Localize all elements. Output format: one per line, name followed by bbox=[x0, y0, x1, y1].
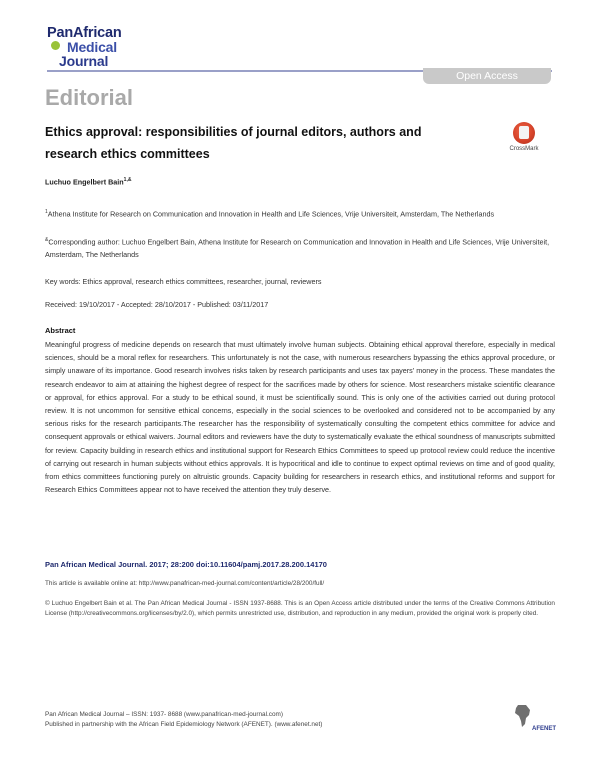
affiliation-text: Athena Institute for Research on Communication and Innovation in Health and Life Sciences, Vrije Universiteit, Amsterdam, The Netherlands bbox=[47, 209, 495, 219]
logo-line-2: Medical bbox=[67, 39, 117, 55]
afenet-logo bbox=[510, 704, 556, 732]
affiliation bbox=[45, 206, 555, 220]
footer-line-1: Pan African Medical Journal – ISSN: 1937- 8688 (www.panafrican-med-journal.com) bbox=[45, 711, 283, 718]
crossmark-icon bbox=[513, 122, 535, 144]
availability-link[interactable]: This article is available online at: http://www.panafrican-med-journal.com/content/article/28/200/full/ bbox=[45, 580, 325, 587]
open-access-badge: Open Access bbox=[423, 68, 551, 84]
logo-line-3: Journal bbox=[59, 53, 109, 69]
journal-logo bbox=[47, 26, 157, 68]
affiliation-sup: 1 bbox=[45, 209, 48, 215]
logo-dot-icon bbox=[51, 41, 60, 50]
footer-line-2: Published in partnership with the African Field Epidemiology Network (AFENET). (www.afenet.net) bbox=[45, 721, 323, 728]
article-dates: Received: 19/10/2017 - Accepted: 28/10/2017 - Published: 03/11/2017 bbox=[45, 300, 269, 309]
crossmark-badge[interactable] bbox=[509, 122, 539, 152]
keywords: Key words: Ethics approval, research ethics committees, researcher, journal, reviewers bbox=[45, 277, 322, 286]
corresponding-sup: & bbox=[45, 237, 49, 243]
article-title: Ethics approval: responsibilities of journal editors, authors and research ethics committees bbox=[45, 125, 422, 161]
crossmark-label: CrossMark bbox=[509, 146, 539, 152]
abstract-body: Meaningful progress of medicine depends on research that must ultimately involve human subjects. Obtaining ethical approval therefore, especially in medical sciences, should be a moral reflex for researchers. This unfortunately is not the case, with numerous researchers bypassing the ethics approval procedure, or simply unaware of its importance. Good research involves risks taken by research participants and uses tax payers' money in the process. These mandates the research endeavor to aim at attaining the highest degree of respect for the sacrifices made by others for science. Most researchers mistake scientific clearance or approval, for ethics approval. For a study to be ethical sound, it must be scientifically sound. This is only one of the activities carried out during protocol review. It is not uncommon for sensitive ethical concerns, especially in the social sciences to be overlooked and considered not to be accompanied by any serious risks for the research participants.The researcher has the responsibility of systematically consulting the competent ethics committee for advice and consequent approvals or ethical waivers. Journal editors and reviewers have the duty to systematically evaluate the ethical soundness of manuscripts submitted for review. Capacity building in research ethics and institutional support for Research Ethics Committees to speed up protocol review could reduce the incentive of carrying out research in human subjects without ethics approvals. It is hypocritical and idle to continue to expect optimal reviews on time and of good quality, from ethics committees functioning purely on altruistic grounds. Capacity building for researchers in research ethics, and institutional reforms and support for Research Ethics Committees appear not to have received the attention they truly deserve. bbox=[45, 340, 555, 495]
license-text: © Luchuo Engelbert Bain et al. The Pan African Medical Journal - ISSN 1937-8688. This is an Open Access article distributed under the terms of the Creative Commons Attribution License (http://creativecommons.org/licenses/by/2.0), which permits unrestricted use, distribution, and reproduction in any medium, provided the original work is properly cited. bbox=[45, 600, 555, 617]
citation: Pan African Medical Journal. 2017; 28:200 doi:10.11604/pamj.2017.28.200.14170 bbox=[45, 560, 327, 569]
corresponding-author bbox=[45, 234, 555, 261]
author-line bbox=[45, 177, 131, 186]
author-name: Luchuo Engelbert Bain bbox=[45, 177, 124, 187]
abstract-heading: Abstract bbox=[45, 326, 76, 335]
section-label: Editorial bbox=[45, 85, 134, 110]
author-sup: 1,& bbox=[123, 177, 132, 183]
corresponding-text: Corresponding author: Luchuo Engelbert Bain, Athena Institute for Research on Communication and Innovation in Health and Life Sciences, Vrije Universiteit, Amsterdam, The Netherlands bbox=[45, 237, 550, 260]
afenet-label: AFENET bbox=[532, 726, 556, 732]
logo-line-1: PanAfrican bbox=[47, 25, 122, 41]
africa-map-icon bbox=[514, 704, 532, 728]
